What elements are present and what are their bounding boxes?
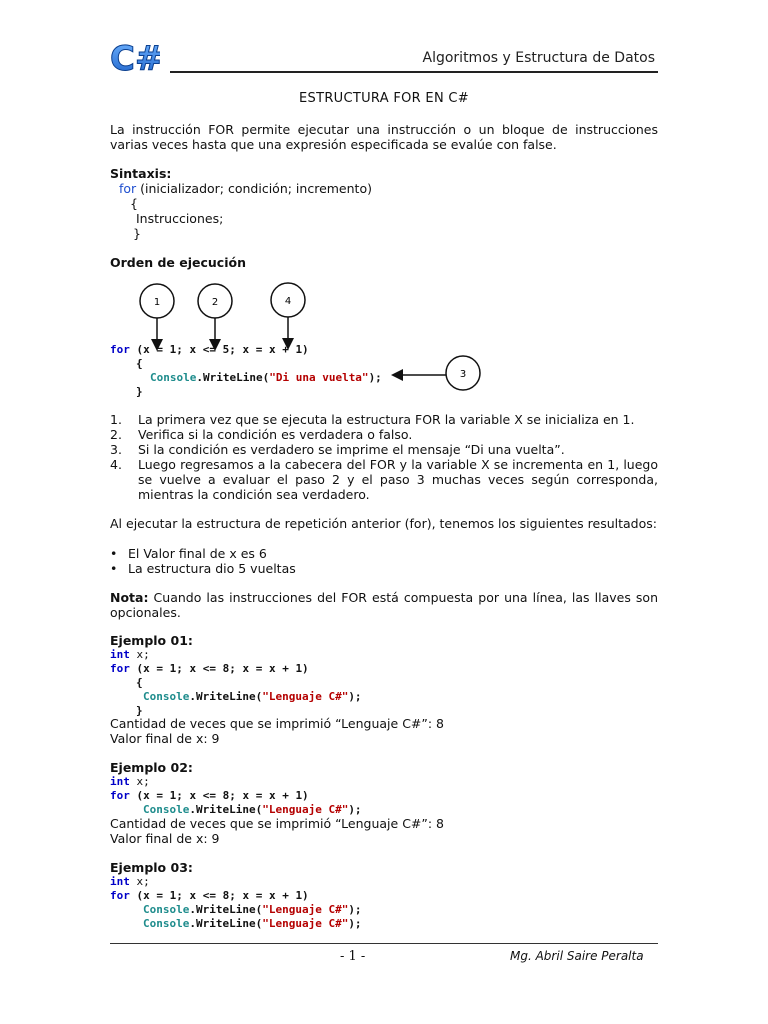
list-item: 4. Luego regresamos a la cabecera del FOR y la variable X se incrementa en 1, luego se vuelve a evaluar el paso 2 y el paso 3 muchas veces según corresponda, mientras la condición sea verdadero. [110,457,658,502]
syntax-heading: Sintaxis: [110,166,172,181]
header-divider [170,71,658,73]
example-01-result-final: Valor final de x: 9 [110,731,220,746]
results-intro: Al ejecutar la estructura de repetición anterior (for), tenemos los siguientes resultados: [110,516,657,531]
syntax-open-brace: { [130,196,138,211]
example-02-heading: Ejemplo 02: [110,760,193,775]
example-02-result-final: Valor final de x: 9 [110,831,220,846]
syntax-line-1-rest: (inicializador; condición; incremento) [136,181,372,196]
list-item: 2. Verifica si la condición es verdadera o falso. [110,427,413,442]
list-item: 1. La primera vez que se ejecuta la estructura FOR la variable X se inicializa en 1. [110,412,635,427]
syntax-close-brace: } [133,226,141,241]
example-01-heading: Ejemplo 01: [110,633,193,648]
example-03-heading: Ejemplo 03: [110,860,193,875]
marker-1 [140,284,174,348]
list-item: • La estructura dio 5 vueltas [110,561,296,576]
marker-2 [198,284,232,348]
note-paragraph [110,590,658,620]
svg-text:4: 4 [284,296,292,307]
syntax-for-keyword: for [119,181,137,196]
example-01-code: int x; for (x = 1; x <= 8; x = x + 1) { Console.WriteLine("Lenguaje C#"); } [110,648,362,717]
svg-text:2: 2 [211,297,219,308]
syntax-line-1 [119,181,372,196]
example-01-result-count: Cantidad de veces que se imprimió “Lenguaje C#”: 8 [110,716,445,731]
list-item: 3. Si la condición es verdadero se imprime el mensaje “Di una vuelta”. [110,442,565,457]
page-number: - 1 - [340,949,366,964]
page-title: ESTRUCTURA FOR EN C# [299,91,469,106]
csharp-logo [110,38,160,78]
example-02-result-count: Cantidad de veces que se imprimió “Lenguaje C#”: 8 [110,816,445,831]
svg-text:3: 3 [459,369,467,380]
steps-list [110,412,658,502]
csharp-logo-icon [110,38,160,78]
results-list [110,546,658,576]
intro-paragraph: La instrucción FOR permite ejecutar una instrucción o un bloque de instrucciones varias veces hasta que una expresión especificada se evalúe con false. [110,122,658,152]
example-02-code: int x; for (x = 1; x <= 8; x = x + 1) Console.WriteLine("Lenguaje C#"); [110,775,362,816]
list-item: • El Valor final de x es 6 [110,546,267,561]
execution-code: for (x = 1; x <= 5; x = x + 1) { Console.WriteLine("Di una vuelta"); } [110,343,382,398]
footer-divider [110,943,658,944]
note-text: Cuando las instrucciones del FOR está compuesta por una línea, las llaves son opcionales. [110,590,658,620]
note-label: Nota: [110,590,149,605]
example-03-code: int x; for (x = 1; x <= 8; x = x + 1) Console.WriteLine("Lenguaje C#"); Console.WriteLine("Lenguaje C#"); [110,875,362,930]
footer-author: Mg. Abril Saire Peralta [510,949,644,963]
header-title: Algoritmos y Estructura de Datos [422,50,655,66]
execution-heading: Orden de ejecución [110,255,246,270]
svg-text:1: 1 [153,297,161,308]
syntax-body: Instrucciones; [136,211,224,226]
svg-text:C#: C# [110,39,160,78]
marker-4 [271,283,305,347]
